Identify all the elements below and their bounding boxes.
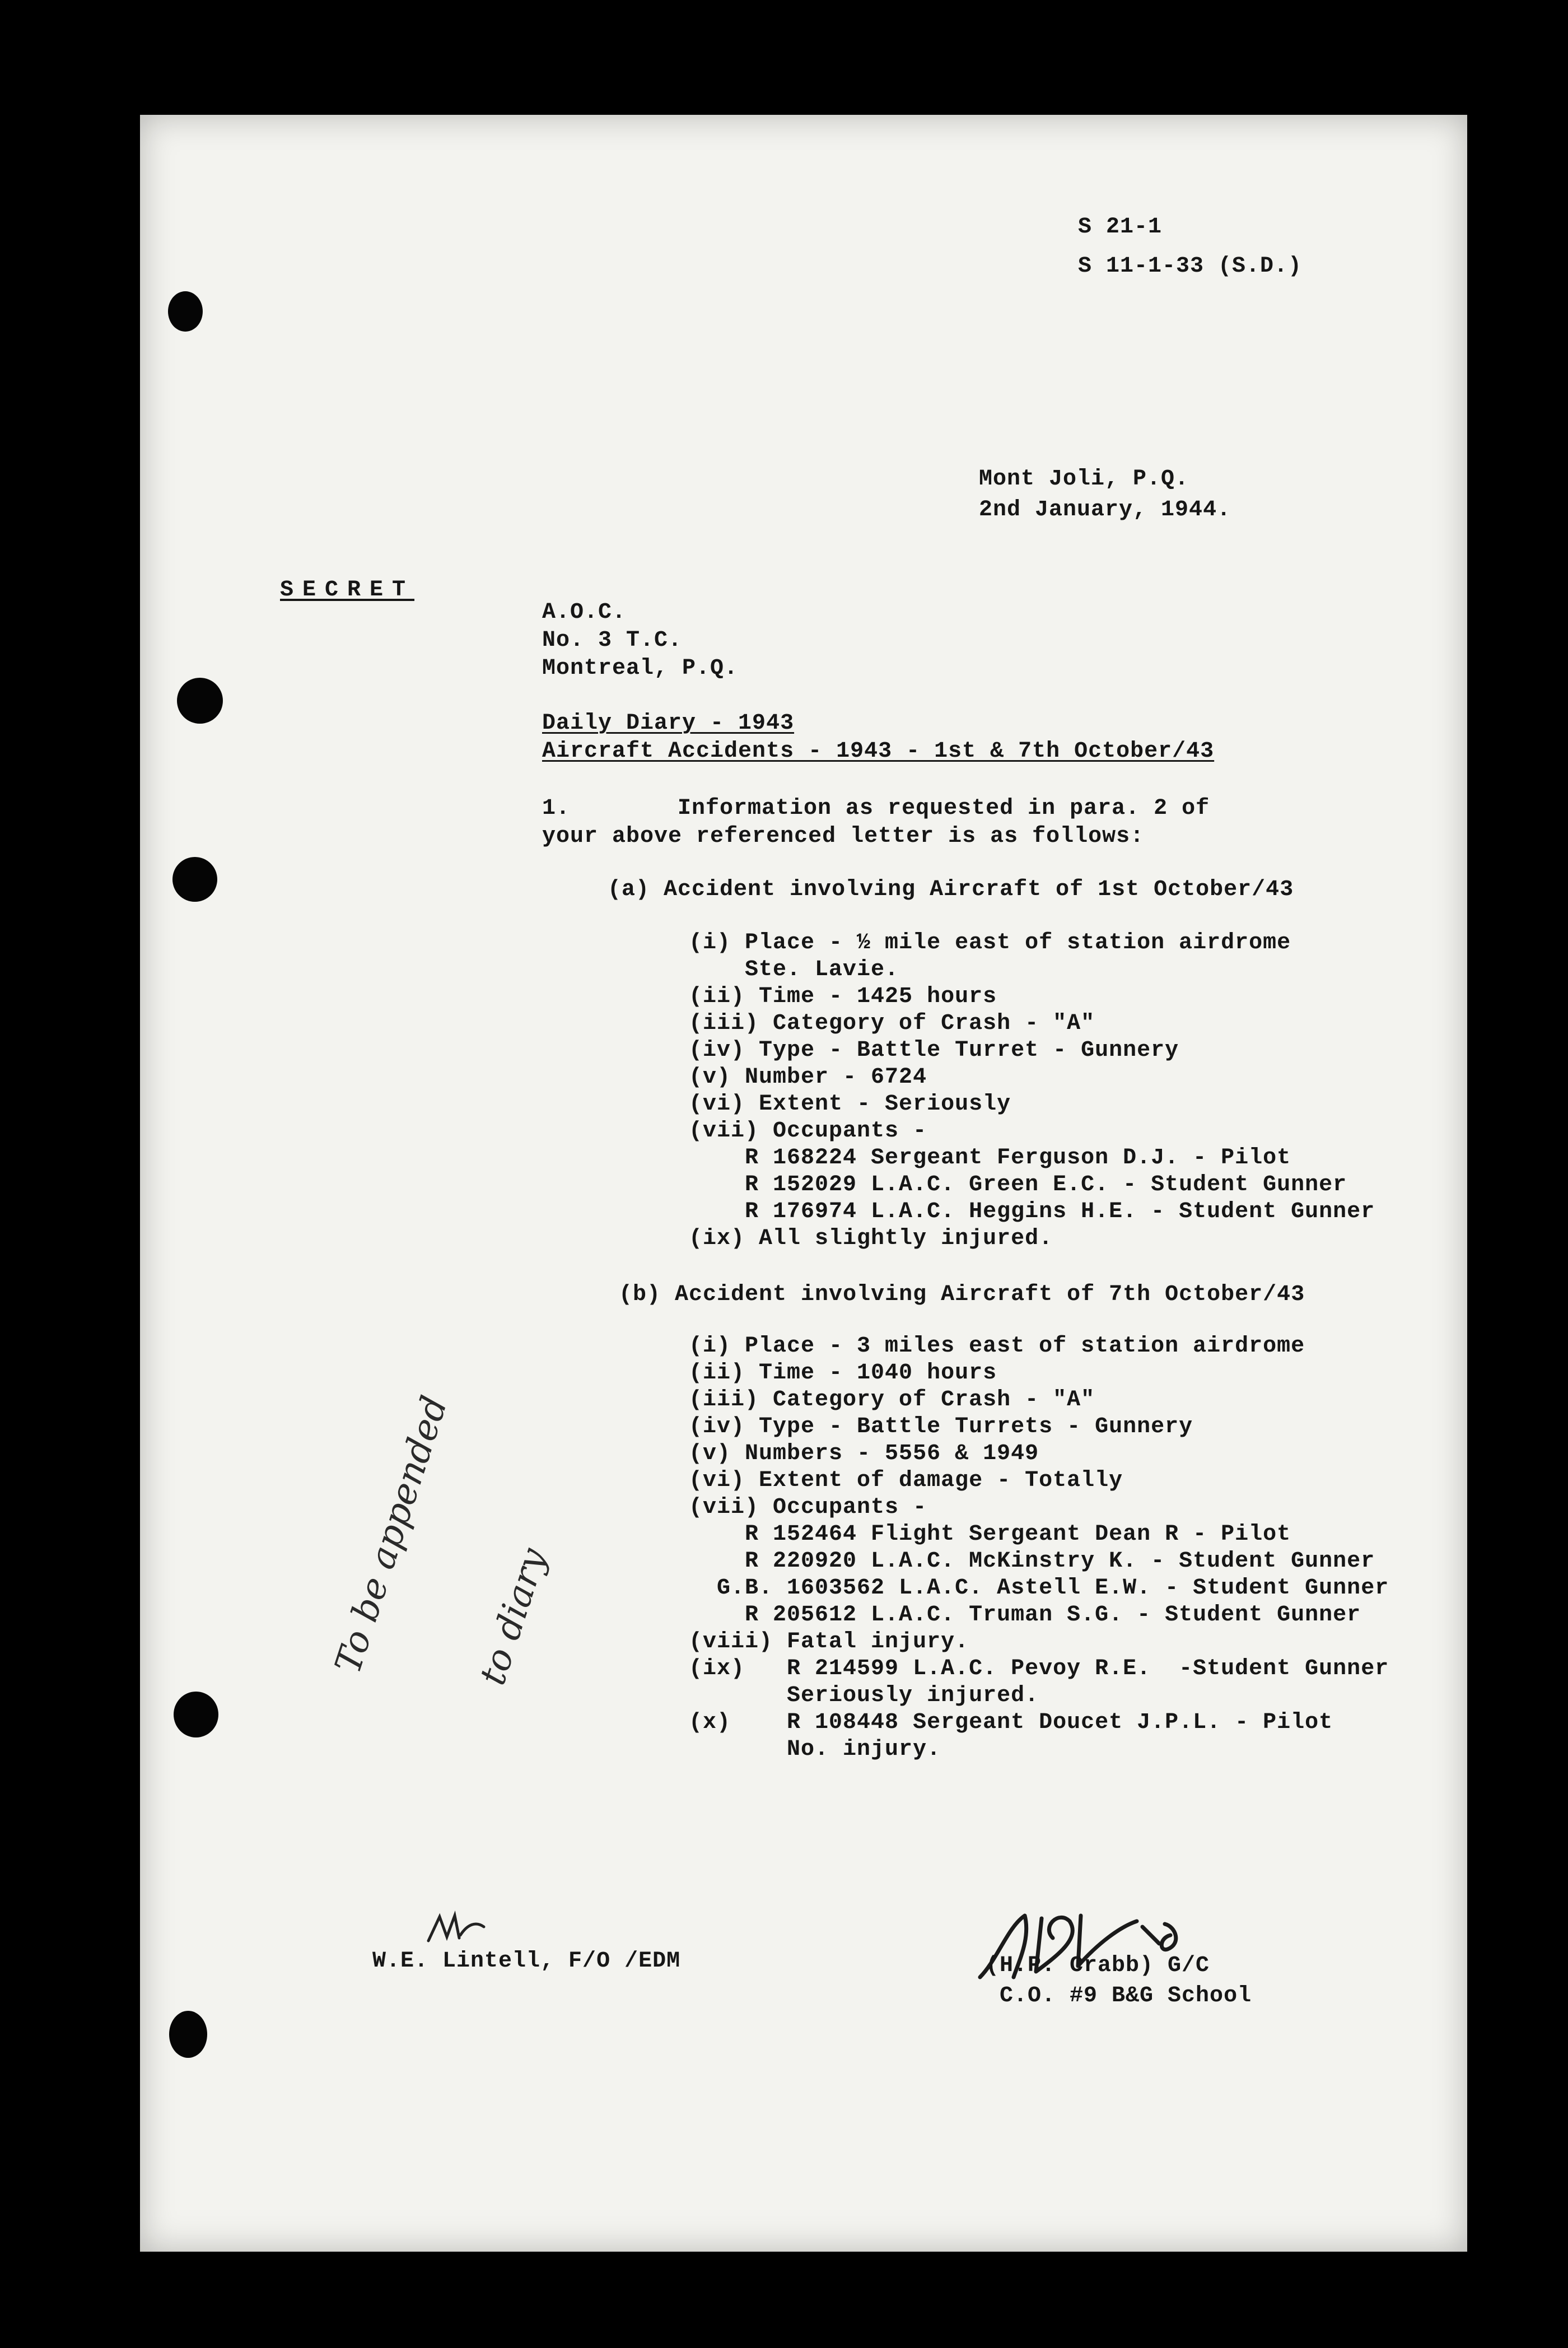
- punch-hole: [168, 291, 203, 332]
- reference-line: S 11-1-33 (S.D.): [1078, 254, 1303, 279]
- handwritten-line: To be appended: [327, 1391, 456, 1679]
- detail-line: (ix) All slightly injured.: [689, 1226, 1053, 1251]
- signature-title: C.O. #9 B&G School: [1000, 1983, 1252, 2009]
- subject-line: Daily Diary - 1943: [542, 711, 795, 736]
- accident-heading: (b) Accident involving Aircraft of 7th October/43: [619, 1282, 1305, 1307]
- detail-line: (ix) R 214599 L.A.C. Pevoy R.E. -Student Gunner: [689, 1656, 1389, 1681]
- detail-line: (iv) Type - Battle Turret - Gunnery: [689, 1038, 1179, 1063]
- recipient-line: A.O.C.: [542, 600, 627, 625]
- detail-line: (vii) Occupants -: [689, 1495, 927, 1520]
- detail-line: (i) Place - ½ mile east of station airdrome: [689, 930, 1291, 956]
- typist-initials-icon: [426, 1910, 487, 1949]
- detail-line: (viii) Fatal injury.: [689, 1629, 969, 1655]
- detail-line: No. injury.: [689, 1737, 941, 1762]
- occupant-line: R 220920 L.A.C. McKinstry K. - Student Gunner: [689, 1549, 1375, 1574]
- recipient-line: No. 3 T.C.: [542, 628, 683, 653]
- occupant-line: R 152464 Flight Sergeant Dean R - Pilot: [689, 1522, 1291, 1547]
- place-line: Mont Joli, P.Q.: [979, 467, 1189, 492]
- occupant-line: G.B. 1603562 L.A.C. Astell E.W. - Student Gunner: [689, 1576, 1389, 1601]
- punch-hole: [174, 1692, 218, 1737]
- detail-line: (x) R 108448 Sergeant Doucet J.P.L. - Pilot: [689, 1710, 1333, 1735]
- detail-line: (i) Place - 3 miles east of station airdrome: [689, 1334, 1305, 1359]
- paragraph-number: 1.: [542, 796, 571, 821]
- detail-line: (iii) Category of Crash - "A": [689, 1011, 1095, 1036]
- detail-line: (vi) Extent - Seriously: [689, 1092, 1011, 1117]
- recipient-line: Montreal, P.Q.: [542, 656, 739, 681]
- occupant-line: R 176974 L.A.C. Heggins H.E. - Student Gunner: [689, 1199, 1375, 1224]
- typist-line: W.E. Lintell, F/O /EDM: [372, 1949, 681, 1974]
- signature-name: (H.P. Crabb) G/C: [986, 1953, 1210, 1978]
- detail-line: (vi) Extent of damage - Totally: [689, 1468, 1123, 1493]
- subject-line: Aircraft Accidents - 1943 - 1st & 7th October/43: [542, 739, 1215, 764]
- occupant-line: R 205612 L.A.C. Truman S.G. - Student Gunner: [689, 1602, 1361, 1628]
- detail-line: (ii) Time - 1040 hours: [689, 1361, 997, 1386]
- detail-line: (ii) Time - 1425 hours: [689, 984, 997, 1009]
- occupant-line: R 168224 Sergeant Ferguson D.J. - Pilot: [689, 1145, 1291, 1171]
- detail-line: (vii) Occupants -: [689, 1119, 927, 1144]
- paragraph-text: your above referenced letter is as follows:: [542, 824, 1145, 849]
- detail-line: (v) Number - 6724: [689, 1065, 927, 1090]
- detail-line: Seriously injured.: [689, 1683, 1039, 1708]
- detail-line: (iii) Category of Crash - "A": [689, 1387, 1095, 1413]
- detail-line: (v) Numbers - 5556 & 1949: [689, 1441, 1039, 1466]
- punch-hole: [172, 857, 217, 902]
- occupant-line: R 152029 L.A.C. Green E.C. - Student Gunner: [689, 1172, 1347, 1198]
- detail-line: (iv) Type - Battle Turrets - Gunnery: [689, 1414, 1193, 1439]
- handwritten-line: to diary: [472, 1543, 555, 1690]
- reference-line: S 21-1: [1078, 215, 1163, 240]
- punch-hole: [169, 2011, 207, 2058]
- date-line: 2nd January, 1944.: [979, 497, 1231, 523]
- classification-label: SECRET: [280, 577, 415, 603]
- detail-line: Ste. Lavie.: [689, 957, 899, 982]
- paragraph-text: Information as requested in para. 2 of: [678, 796, 1210, 821]
- accident-heading: (a) Accident involving Aircraft of 1st October/43: [608, 877, 1294, 902]
- punch-hole: [177, 678, 223, 724]
